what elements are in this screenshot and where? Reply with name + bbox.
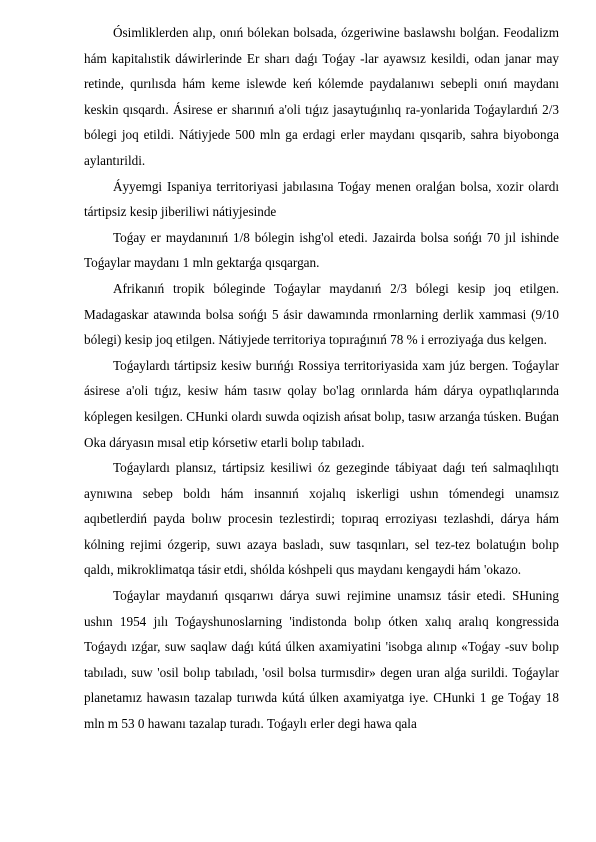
paragraph-3: Toǵay er maydanınıń 1/8 bólegin ishg'ol etedi. Jazairda bolsa sońǵı 70 jıl ishinde Toǵaylar maydanı 1 mln gektarǵa qısqargan. <box>84 229 559 271</box>
paragraph-1: Ósimliklerden alıp, onıń bólekan bolsada, ózgeriwine baslawshı bolǵan. Feodalizm hám kapitalıstik dáwirlerinde Er sharı daǵı Toǵay -lar ayawsız kesildi, odan janar may retinde, qurılısda hám keme islewde keń kólemde paydalanıwı sebepli onıń maydanı keskin qısqardı. Ásirese er sharınıń a'oli tıǵız jasaytuǵınlıq ra-yonlarida Toǵaylardıń 2/3 bólegi joq etildi. Nátiyjede 500 mln ga erdagi erler maydanı qısqarib, sahra biyobonga aylantırildi. <box>84 25 559 168</box>
paragraph-7: Toǵaylar maydanıń qısqarıwı dárya suwi rejimine unamsız tásir etedi. SHuning ushın 1954 jılı Toǵayshunoslarning 'indistonda bolıp ótken xalıq aralıq kongressida Toǵaydı ızǵar, suw saqlaw daǵı kútá úlken axamiyatini 'isobga alınıp «Toǵay -suv bolıp tabıladı, suw 'osil bolıp tabıladı, 'osil bolsa turmısdir» degen uran alǵa surildi. Toǵaylar planetamız hawasın tazalap turıwda kútá úlken axamiyatga iye. CHunki 1 ge Toǵay 18 mln m 53 0 hawanı tazalap turadı. Toǵaylı erler degi hawa qala <box>84 588 559 732</box>
paragraph-6: Toǵaylardı plansız, tártipsiz kesiliwi óz gezeginde tábiyaat daǵı teń salmaqlılıqtı aynıwına sebep boldı hám insannıń xojalıq iskerligi ushın tómendegi unamsız aqıbetlerdiń payda bolıw procesin tezlestirdi; topıraq erroziyası tezlashdi, dárya hám kólning rejimi ózgerip, suwı azaya basladı, suw tasqınları, sel tez-tez bolatuǵın bolıp qaldı, mikroklimatqa tásir etdi, shólda kóshpeli qus maydanı kengaydi hám 'okazo. <box>84 460 559 578</box>
paragraph-2: Áyyemgi Ispaniya territoriyasi jabılasına Toǵay menen oralǵan bolsa, xozir olardı tártipsiz kesip jiberiliwi nátiyjesinde <box>84 178 559 220</box>
document-page <box>84 20 559 737</box>
paragraph-5: Toǵaylardı tártipsiz kesiw burıńǵı Rossiya territoriyasida xam júz bergen. Toǵaylar ásirese a'oli tıǵız, kesiw hám tasıw qolay bo'lag orınlarda hám dárya oypatlıqlarında kóplegen kesilgen. CHunki olardı suwda oqizish ańsat bolıp, tasıw arzanǵa túsken. Buǵan Oka dáryasın mısal etip kórsetiw etarli bolıp tabıladı. <box>84 357 559 450</box>
paragraph-4: Afrikanıń tropik bóleginde Toǵaylar maydanıń 2/3 bólegi kesip joq etilgen. Madagaskar atawında bolsa sońǵı 5 ásir dawamında rmonlarning derlik xammasi (9/10 bólegi) kesip joq etilgen. Nátiyjede territoriya topıraǵınıń 78 % i erroziyaǵa dus kelgen. <box>84 280 559 348</box>
